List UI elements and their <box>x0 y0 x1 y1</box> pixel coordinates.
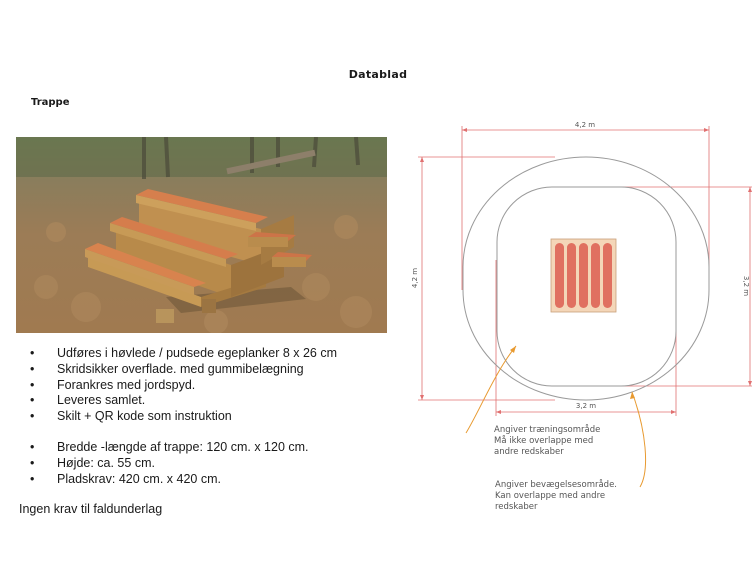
product-name: Trappe <box>31 97 70 108</box>
spec-item: • Skilt + QR kode som instruktion <box>30 409 337 425</box>
training-annotation: Angiver træningsområde Må ikke overlappe med andre redskaber <box>494 425 601 457</box>
spec-item: • Forankres med jordspyd. <box>30 378 337 394</box>
movement-annotation: Angiver bevægelsesområde. Kan overlappe med andre redskaber <box>495 480 618 512</box>
product-photo <box>16 137 387 333</box>
dimension-item: • Højde: ca. 55 cm. <box>30 456 337 472</box>
dim-label-right: 3,2 m <box>742 275 750 297</box>
space-requirement-diagram <box>400 110 752 520</box>
spec-item: • Leveres samlet. <box>30 393 337 409</box>
training-annotation-arrow <box>466 346 516 433</box>
dimension-item: • Bredde -længde af trappe: 120 cm. x 120 cm. <box>30 440 337 456</box>
dim-label-top: 4,2 m <box>574 121 596 129</box>
spec-list <box>30 346 337 487</box>
dim-label-left: 4,2 m <box>411 267 419 289</box>
dimension-item: • Pladskrav: 420 cm. x 420 cm. <box>30 472 337 488</box>
movement-annotation-arrow <box>632 392 646 487</box>
surface-note: Ingen krav til faldunderlag <box>19 502 163 516</box>
spec-item: • Skridsikker overflade. med gummibelægning <box>30 362 337 378</box>
spec-item: • Udføres i høvlede / pudsede egeplanker 8 x 26 cm <box>30 346 337 362</box>
dim-label-bottom: 3,2 m <box>575 402 597 410</box>
page-title: Datablad <box>348 68 408 81</box>
